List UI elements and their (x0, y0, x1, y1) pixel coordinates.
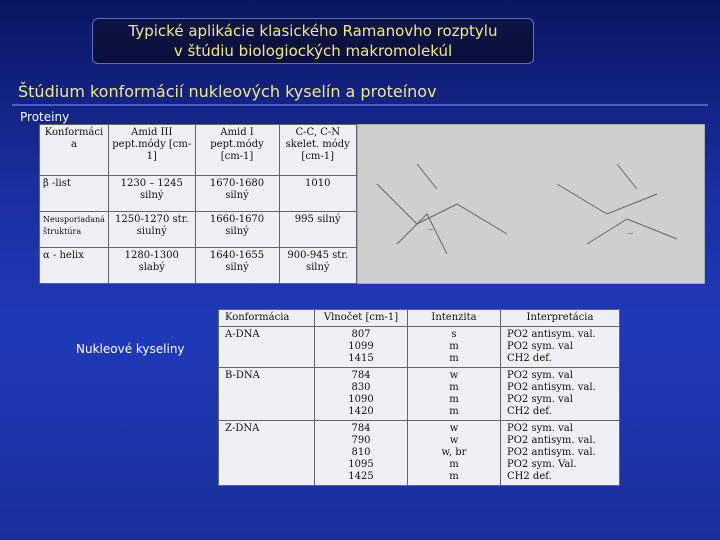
divider (12, 104, 708, 106)
table-cell (501, 421, 620, 486)
interp-value: PO2 sym. val (507, 394, 573, 405)
table-header: Amid III pept.módy [cm-1] (109, 125, 196, 176)
interp-value: PO2 sym. val (507, 341, 573, 352)
interp-value: PO2 antisym. val. (507, 329, 596, 340)
wn-value: 807 (351, 329, 371, 340)
table-cell: 1280-1300 slabý (109, 247, 196, 283)
wn-value: 1090 (348, 394, 374, 405)
wn-value: 830 (351, 382, 371, 393)
int-value: m (449, 471, 459, 482)
int-value: s (451, 329, 457, 340)
int-value: w (449, 423, 459, 434)
int-value: w (449, 435, 459, 446)
table-cell: 1640-1655 silný (195, 247, 279, 283)
dna-table (218, 309, 620, 486)
table-cell: A-DNA (219, 327, 315, 368)
wn-value: 1099 (348, 341, 374, 352)
wn-value: 784 (351, 370, 371, 381)
table-row (219, 421, 620, 486)
table-cell (501, 368, 620, 421)
table-row (219, 368, 620, 421)
interp-value: PO2 antisym. val. (507, 447, 596, 458)
scanned-sketch-image (357, 124, 705, 284)
wn-value: 1425 (348, 471, 374, 482)
int-value: w (449, 370, 459, 381)
interp-value: CH2 def. (507, 353, 552, 364)
table-header: Konformácia (219, 310, 315, 327)
int-value: m (449, 459, 459, 470)
subtitle: Štúdium konformácií nukleových kyselín a proteínov (18, 82, 437, 101)
svg-text:~: ~ (627, 229, 634, 238)
int-value: m (449, 353, 459, 364)
table-header: Vlnočet [cm-1] (315, 310, 408, 327)
int-value: m (449, 382, 459, 393)
table-header: Interpretácia (501, 310, 620, 327)
label-nukleove: Nukleové kyseliny (76, 342, 185, 356)
protein-table (39, 124, 357, 284)
table-header: Intenzita (408, 310, 501, 327)
interp-value: CH2 def. (507, 471, 552, 482)
wn-value: 1420 (348, 406, 374, 417)
table-cell: α - helix (40, 247, 109, 283)
interp-value: PO2 sym. Val. (507, 459, 577, 470)
table-cell (315, 421, 408, 486)
interp-value: PO2 sym. val (507, 370, 573, 381)
table-cell: Neusporiadaná štruktúra (40, 211, 109, 247)
title-line-2: v štúdiu biologiockých makromolekúl (173, 42, 453, 60)
table-cell: 1660-1670 silný (195, 211, 279, 247)
interp-value: PO2 sym. val (507, 423, 573, 434)
scanned-figure (357, 124, 705, 284)
table-cell (315, 368, 408, 421)
table-row (40, 211, 357, 247)
table-cell: 1230 – 1245 silný (109, 175, 196, 211)
label-proteiny: Proteiny (20, 110, 70, 124)
int-value: w, br (441, 447, 467, 458)
table-row (40, 125, 357, 176)
table-row (40, 175, 357, 211)
wn-value: 1095 (348, 459, 374, 470)
table-cell: 1250-1270 str. siulný (109, 211, 196, 247)
table-cell: 995 silný (279, 211, 357, 247)
int-value: m (449, 406, 459, 417)
interp-value: CH2 def. (507, 406, 552, 417)
wn-value: 790 (351, 435, 371, 446)
table-header: Konformáci a (40, 125, 109, 176)
interp-value: PO2 antisym. val. (507, 435, 596, 446)
wn-value: 784 (351, 423, 371, 434)
svg-text:~: ~ (427, 225, 434, 234)
table-cell: 1670-1680 silný (195, 175, 279, 211)
table-cell: β -list (40, 175, 109, 211)
table-header: Amid I pept.módy [cm-1] (195, 125, 279, 176)
table-cell (501, 327, 620, 368)
int-value: m (449, 394, 459, 405)
table-header: C-C, C-N skelet. módy [cm-1] (279, 125, 357, 176)
table-row (219, 310, 620, 327)
table-cell (315, 327, 408, 368)
table-row (40, 247, 357, 283)
table-cell: 1010 (279, 175, 357, 211)
table-row (219, 327, 620, 368)
title-line-1: Typické aplikácie klasického Ramanovho rozptylu (128, 22, 498, 40)
table-cell (408, 368, 501, 421)
table-cell (408, 327, 501, 368)
int-value: m (449, 341, 459, 352)
table-cell (408, 421, 501, 486)
table-cell: 900-945 str. silný (279, 247, 357, 283)
interp-value: PO2 antisym. val. (507, 382, 596, 393)
title-box (92, 18, 534, 64)
table-cell: Z-DNA (219, 421, 315, 486)
table-cell: B-DNA (219, 368, 315, 421)
wn-value: 1415 (348, 353, 374, 364)
wn-value: 810 (351, 447, 371, 458)
